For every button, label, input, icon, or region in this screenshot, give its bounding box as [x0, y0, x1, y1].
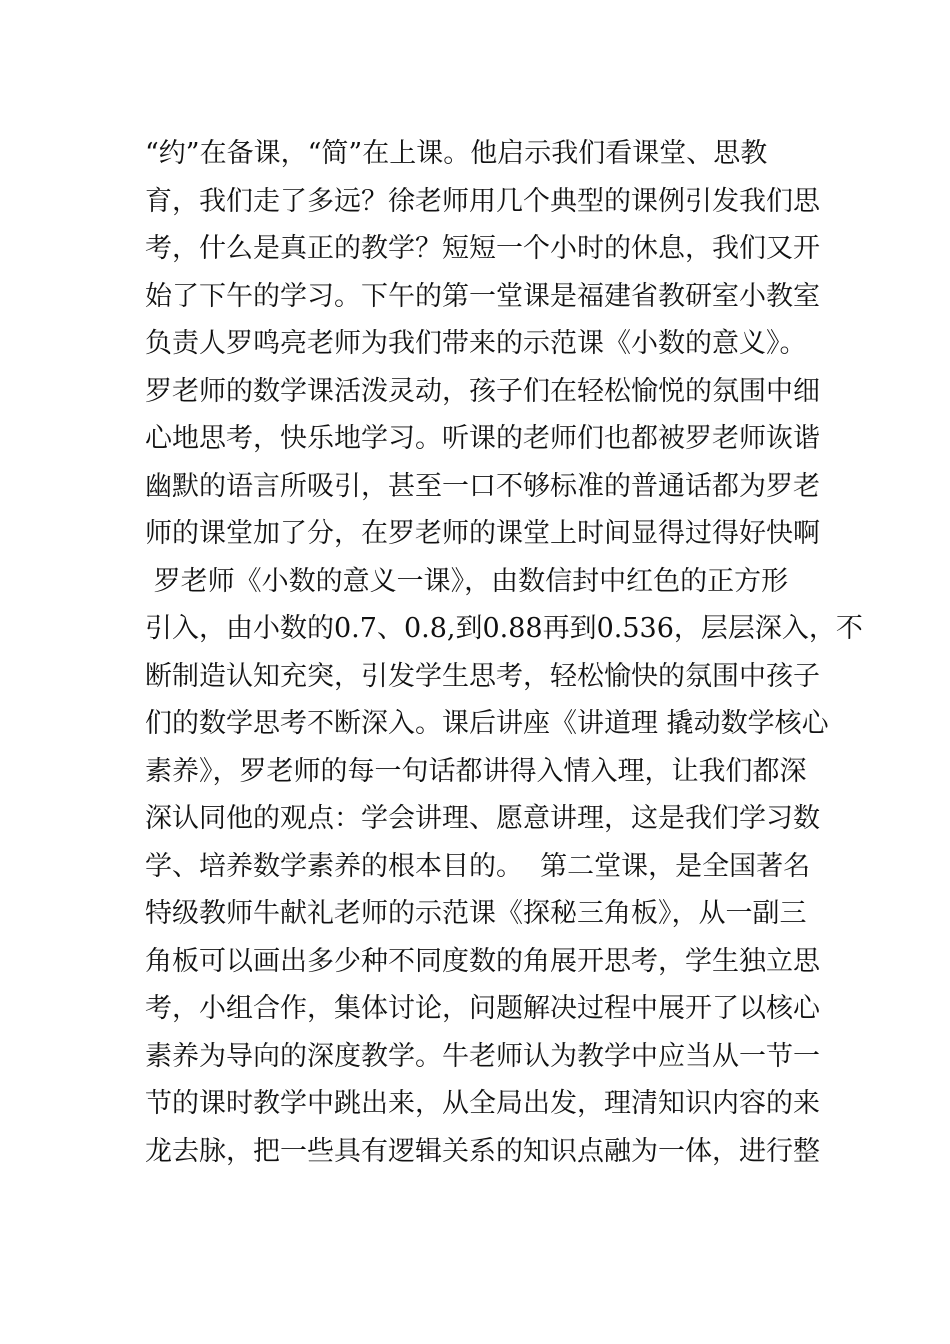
- text-line: 始了下午的学习。下午的第一堂课是福建省教研室小教室: [145, 280, 820, 312]
- text-line: 学、培养数学素养的根本目的。 第二堂课，是全国著名: [145, 850, 811, 882]
- text-line: 师的课堂加了分，在罗老师的课堂上时间显得过得好快啊: [145, 518, 820, 549]
- text-line: 引入，由小数的0.7、0.8,到0.88再到0.536，层层深入，不: [145, 613, 863, 644]
- text-line: 断制造认知充突，引发学生思考，轻松愉快的氛围中孩子: [145, 660, 820, 692]
- text-line: 角板可以画出多少种不同度数的角展开思考，学生独立思: [145, 945, 820, 977]
- text-line: 特级教师牛献礼老师的示范课《探秘三角板》，从一副三: [145, 898, 807, 929]
- text-line: 罗老师的数学课活泼灵动，孩子们在轻松愉悦的氛围中细: [145, 375, 820, 407]
- text-line: 罗老师《小数的意义一课》，由数信封中红色的正方形: [145, 565, 789, 597]
- text-line: 素养》，罗老师的每一句话都讲得入情入理，让我们都深: [145, 755, 807, 787]
- text-line: 们的数学思考不断深入。课后讲座《讲道理 撬动数学核心: [145, 708, 829, 739]
- text-line: 素养为导向的深度教学。牛老师认为教学中应当从一节一: [145, 1040, 820, 1072]
- text-line: 幽默的语言所吸引，甚至一口不够标准的普通话都为罗老: [145, 470, 820, 502]
- text-line: 负责人罗鸣亮老师为我们带来的示范课《小数的意义》。: [145, 328, 807, 359]
- text-line: 心地思考，快乐地学习。听课的老师们也都被罗老师诙谐: [145, 423, 820, 454]
- text-line: 考，小组合作，集体讨论，问题解决过程中展开了以核心: [145, 993, 820, 1024]
- body-text: [145, 130, 863, 1175]
- text-line: “约”在备课，“简”在上课。他启示我们看课堂、思教: [145, 138, 768, 169]
- text-line: 育，我们走了多远？徐老师用几个典型的课例引发我们思: [145, 185, 820, 217]
- text-line: 考，什么是真正的教学？短短一个小时的休息，我们又开: [145, 233, 820, 264]
- text-line: 龙去脉，把一些具有逻辑关系的知识点融为一体，进行整: [145, 1135, 820, 1167]
- text-line: 节的课时教学中跳出来，从全局出发，理清知识内容的来: [145, 1088, 820, 1119]
- text-line: 深认同他的观点：学会讲理、愿意讲理，这是我们学习数: [145, 803, 820, 834]
